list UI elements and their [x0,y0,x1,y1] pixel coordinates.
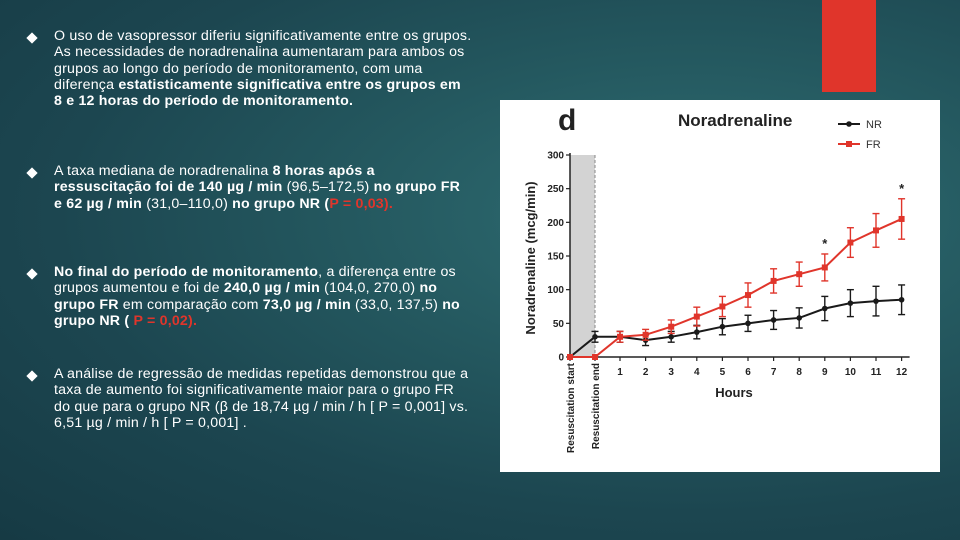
y-tick-label: 50 [552,318,564,330]
x-tick-label: 1 [617,367,623,378]
legend-marker-nr [846,121,852,127]
data-point-nr [848,300,854,306]
x-tick-label: Resuscitation start [566,363,577,454]
x-tick-label: 5 [719,367,726,378]
x-tick-label: 4 [694,367,700,378]
x-tick-label: Resuscitation end [591,363,602,450]
y-axis-label: Noradrenaline (mcg/min) [523,181,538,335]
diamond-bullet-icon [26,370,37,381]
data-point-fr [719,304,725,310]
p-value-highlight: P = 0,02). [129,312,198,329]
legend-label-nr: NR [866,119,882,131]
data-point-nr [796,315,802,321]
y-tick-label: 300 [547,150,564,162]
accent-bar [822,0,876,92]
chart-title: Noradrenaline [678,111,793,130]
chart-figure [500,100,940,472]
data-point-fr [771,278,777,284]
significance-marker: * [822,235,828,251]
y-tick-label: 250 [547,184,564,196]
bullet-text [54,28,472,109]
text-run: (31,0–110,0) [142,195,233,212]
data-point-fr [873,227,879,233]
text-run: A análise de regressão de medidas repetidas demonstrou que a taxa de aumento foi significativamente maior para o grupo FR do que para o grupo NR (β de 18,74 µg / min / h [ P = 0,001] vs. 6,51 µg / min / h [ P = 0,001] . [54,366,469,431]
x-tick-label: 6 [745,367,751,378]
y-tick-label: 200 [547,217,564,229]
data-point-nr [668,334,674,340]
y-tick-label: 0 [558,352,564,364]
data-point-fr [796,271,802,277]
text-run-bold: no grupo FR [54,280,438,313]
legend-marker-fr [846,141,852,147]
x-axis-label: Hours [715,385,753,400]
bullet-text [54,366,472,431]
text-run: (33,0, 137,5) [350,296,443,313]
panel-letter: d [558,104,577,137]
x-tick-label: 8 [796,367,802,378]
x-tick-label: 10 [844,367,856,378]
text-run: em comparação com [118,296,263,313]
y-tick-label: 100 [547,285,564,297]
data-point-nr [822,306,828,312]
text-run-bold: no grupo NR ( [54,296,460,329]
data-point-fr [592,354,598,360]
y-tick-label: 150 [547,251,564,263]
text-run: , a diferença entre os grupos aumentou e foi de [54,264,456,297]
diamond-bullet-icon [26,268,37,279]
text-run-bold: estatisticamente significativa entre os grupos em 8 e 12 horas do período de monitoramento. [54,76,461,110]
x-tick-label: 11 [870,367,882,378]
data-point-fr [567,354,573,360]
series-line-nr [570,300,902,357]
x-tick-label: 7 [770,367,777,378]
text-run: (96,5–172,5) [282,179,374,196]
text-run: (104,0, 270,0) [320,280,420,297]
data-point-fr [847,240,853,246]
data-point-nr [592,334,598,340]
data-point-fr [617,334,623,340]
data-point-nr [694,329,700,335]
text-run: A taxa mediana de noradrenalina [54,163,273,179]
bullet-text [54,264,472,329]
x-tick-label: 9 [822,367,828,378]
data-point-fr [899,216,905,222]
text-run-bold: No final do período de monitoramento [54,264,319,280]
significance-marker: * [899,180,905,196]
data-point-nr [771,317,777,323]
text-run-bold: no grupo NR ( [232,195,330,212]
text-run: O uso de vasopressor diferiu significativamente entre os grupos. As necessidades de noradrenalina aumentaram para ambos os grupos ao longo do período de monitoramento, com uma diferença [54,28,472,93]
p-value-highlight: P = 0,03). [329,195,393,212]
data-point-fr [643,332,649,338]
diamond-bullet-icon [26,167,37,178]
data-point-nr [873,298,879,304]
x-tick-label: 2 [642,367,649,378]
resuscitation-band [570,155,595,357]
data-point-nr [745,321,751,327]
text-run-bold: 8 horas após a ressuscitação foi de 140 µg / min [54,163,375,196]
noradrenaline-chart [500,100,940,472]
x-tick-label: 12 [896,367,908,378]
data-point-fr [694,314,700,320]
legend-label-fr: FR [866,139,881,151]
bullet-text [54,163,472,212]
text-run-bold: 240,0 µg / min [223,280,320,297]
plot-area [547,119,909,453]
data-point-nr [720,324,726,330]
x-tick-label: 3 [668,367,674,378]
data-point-fr [822,264,828,270]
data-point-fr [668,324,674,330]
text-run-bold: no grupo FR e 62 µg / min [54,179,461,212]
diamond-bullet-icon [26,32,37,43]
text-run-bold: 73,0 µg / min [262,296,351,313]
data-point-fr [745,292,751,298]
data-point-nr [899,297,905,303]
